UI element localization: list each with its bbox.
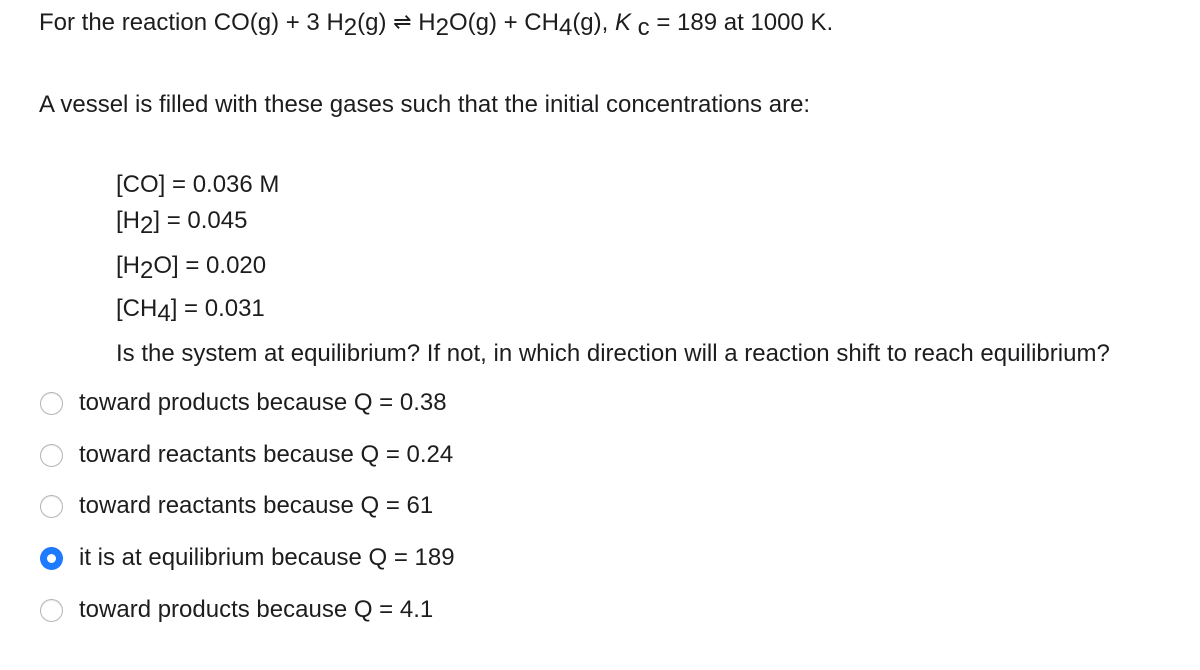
concentration-h2o [116,251,267,284]
concentration-ch4-post: ] = 0.031 [170,295,265,322]
h2o-subscript: 2 [435,14,449,41]
concentration-h2o-sub: 2 [140,257,154,284]
concentration-h2-post: ] = 0.045 [153,207,248,234]
concentration-co [116,170,279,200]
concentration-ch4-pre: [CH [116,295,158,322]
concentration-h2 [116,206,248,239]
radio-button[interactable] [40,444,63,467]
answer-option-label: toward reactants because Q = 0.24 [79,441,454,468]
concentration-co-text: [CO] = 0.036 M [116,171,280,198]
radio-button[interactable] [40,495,63,518]
concentration-h2o-pre: [H [116,252,140,279]
concentration-ch4 [116,294,265,327]
intro-text: A vessel is filled with these gases such that the initial concentrations are: [39,91,811,118]
radio-button[interactable] [40,392,63,415]
answer-option-label: it is at equilibrium because Q = 189 [79,544,455,571]
h2-subscript: 2 [343,14,358,41]
answer-option-label: toward products because Q = 0.38 [79,389,447,416]
reaction-suffix: = 189 at 1000 K. [649,9,834,36]
kc-subscript: c [637,14,650,41]
reaction-mid3: O(g) + CH [448,9,559,36]
reaction-mid4: (g), [572,9,615,36]
equilibrium-arrow-icon: ⇌ [393,9,412,34]
radio-button[interactable] [40,599,63,622]
answer-option-label: toward products because Q = 4.1 [79,596,434,623]
concentration-h2o-post: O] = 0.020 [153,252,267,279]
reaction-mid1: (g) [357,9,394,36]
equilibrium-constant-symbol: K [614,9,631,36]
reaction-prefix: For the reaction CO(g) + 3 H [39,9,344,36]
answer-option[interactable] [40,438,740,472]
answer-option[interactable] [40,386,740,420]
radio-dot-icon [47,554,56,563]
question-text: Is the system at equilibrium? If not, in which direction will a reaction shift to reach equilibrium? [116,340,1110,367]
reaction-mid2: H [411,9,436,36]
radio-button-selected[interactable] [40,547,63,570]
concentration-h2-sub: 2 [140,212,154,239]
answer-option[interactable] [40,489,740,523]
reaction-statement [39,8,834,41]
ch4-subscript: 4 [558,14,573,41]
concentration-ch4-sub: 4 [157,300,171,327]
answer-option-label: toward reactants because Q = 61 [79,492,434,519]
answer-option-selected[interactable] [40,541,740,575]
answer-option[interactable] [40,593,740,627]
concentration-h2-pre: [H [116,207,140,234]
